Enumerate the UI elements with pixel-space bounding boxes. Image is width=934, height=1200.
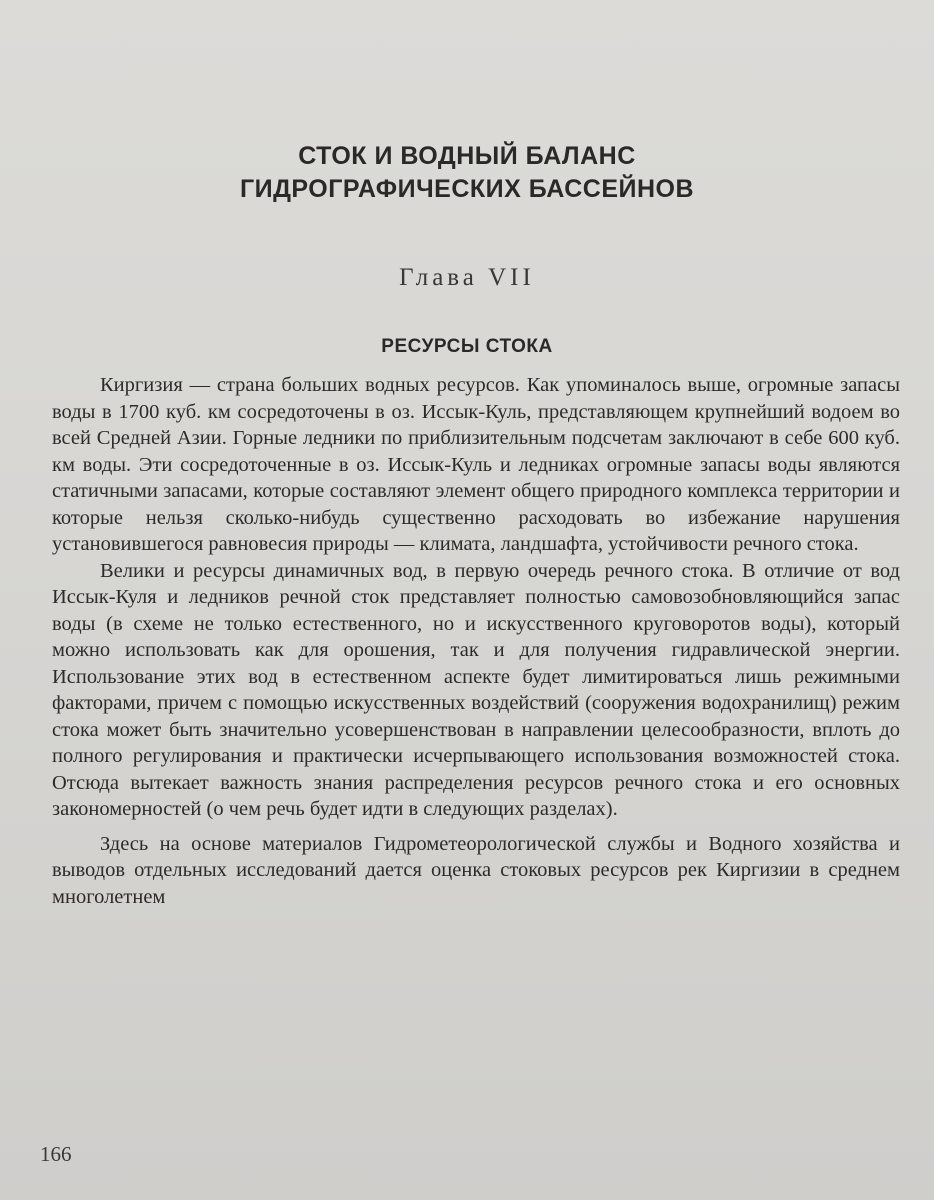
paragraph-3: Здесь на основе материалов Гидрометеорологической службы и Водного хозяйства и выводов отдельных исследований дается оценка стоковых ресурсов рек Киргизии в среднем многолетнем — [52, 832, 900, 908]
section-title-line-1: СТОК И ВОДНЫЙ БАЛАНС — [298, 142, 636, 170]
chapter-heading: РЕСУРСЫ СТОКА — [381, 336, 553, 357]
body-text — [52, 372, 900, 910]
section-title — [0, 140, 934, 206]
paragraph-1: Киргизия — страна больших водных ресурсов. Как упоминалось выше, огромные запасы воды в 1700 куб. км сосредоточены в оз. Иссык-Куль, представляющем крупнейший водоем во всей Средней Азии. Горные ледники по приблизительным подсчетам заключают в себе 600 куб. км воды. Эти сосредоточенные в оз. Иссык-Куль и ледниках огромные запасы воды являются статичными запасами, которые составляют элемент общего природного комплекса территории и которые нельзя сколько-нибудь существенно расходовать во избежание нарушения установившегося равновесия природы — климата, ландшафта, устойчивости речного стока. — [52, 374, 900, 555]
section-title-line-2: ГИДРОГРАФИЧЕСКИХ БАССЕЙНОВ — [239, 175, 695, 203]
chapter-label: Глава VII — [399, 264, 535, 291]
paragraph-2: Велики и ресурсы динамичных вод, в первую очередь речного стока. В отличие от вод Иссык-Куля и ледников речной сток представляет полностью самовозобновляющийся запас воды (в схеме не только естественного, но и искусственного круговоротов воды), который можно использовать как для орошения, так и для получения гидравлической энергии. Использование этих вод в естественном аспекте будет лимитироваться лишь режимными факторами, причем с помощью искусственных воздействий (сооружения водохранилищ) режим стока может быть значительно усовершенствован в направлении целесообразности, вплоть до полного регулирования и практически исчерпывающего использования возможностей стока. Отсюда вытекает важность знания распределения ресурсов речного стока и его основных закономерностей (о чем речь будет идти в следующих разделах). — [52, 559, 900, 820]
page-number: 166 — [40, 1142, 72, 1166]
